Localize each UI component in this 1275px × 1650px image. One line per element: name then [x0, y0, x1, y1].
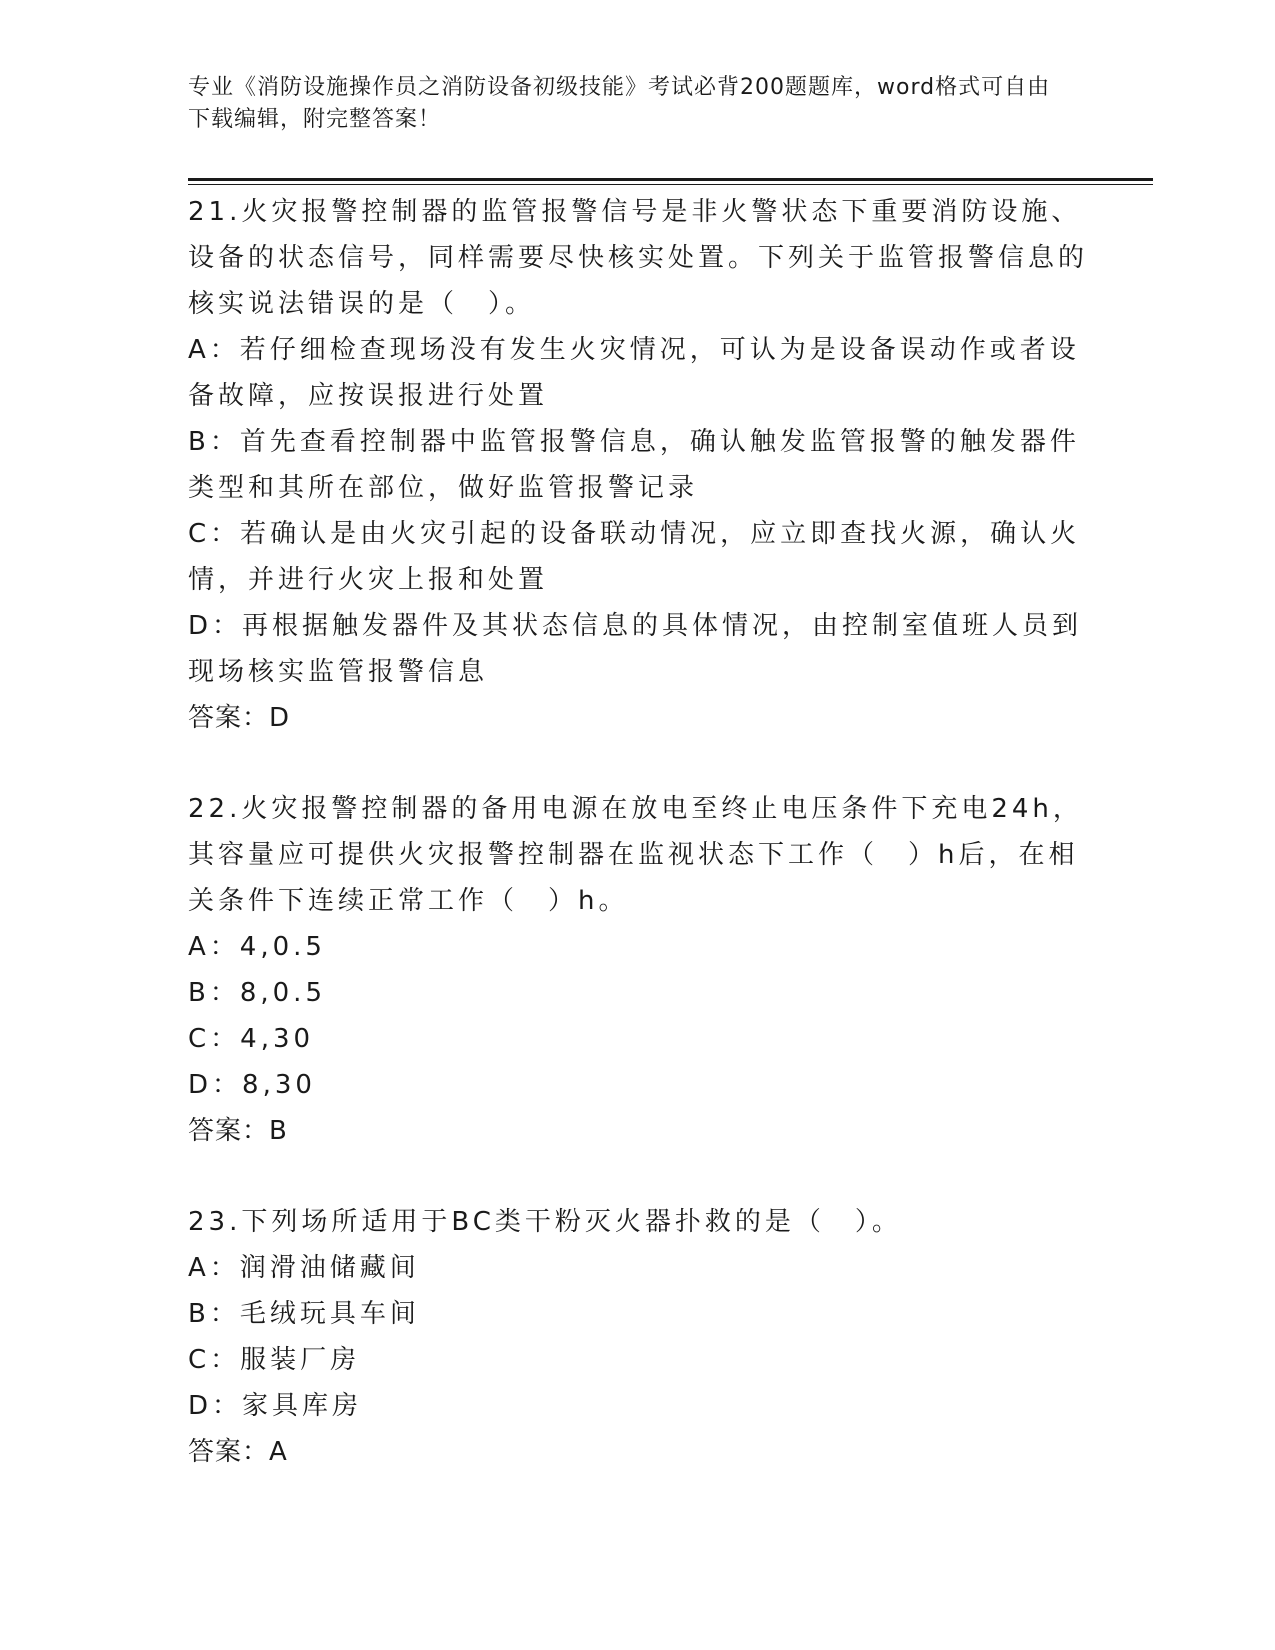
document-header: 专业《消防设施操作员之消防设备初级技能》考试必背200题题库，word格式可自由下载编辑，附完整答案！ — [188, 75, 1051, 132]
answer: 答案：A — [188, 1437, 288, 1467]
question-21 — [188, 189, 1088, 741]
option-d: D：再根据触发器件及其状态信息的具体情况，由控制室值班人员到现场核实监管报警信息 — [188, 611, 1083, 687]
option-d: D：8,30 — [188, 1070, 316, 1100]
option-a: A：4,0.5 — [188, 932, 326, 962]
option-c: C：4,30 — [188, 1024, 315, 1054]
header-divider-thin — [188, 184, 1153, 185]
option-d: D：家具库房 — [188, 1391, 363, 1421]
answer: 答案：D — [188, 703, 291, 733]
header-divider-thick — [188, 178, 1153, 181]
option-a: A：若仔细检查现场没有发生火灾情况，可认为是设备误动作或者设备故障，应按误报进行处置 — [188, 335, 1080, 411]
question-22 — [188, 786, 1088, 1154]
question-list — [188, 189, 1088, 1520]
question-stem: 23.下列场所适用于BC类干粉灭火器扑救的是（ ）。 — [188, 1207, 902, 1237]
question-stem: 22.火灾报警控制器的备用电源在放电至终止电压条件下充电24h，其容量应可提供火灾报警控制器在监视状态下工作（ ）h后，在相关条件下连续正常工作（ ）h。 — [188, 794, 1083, 916]
answer: 答案：B — [188, 1116, 288, 1146]
option-a: A：润滑油储藏间 — [188, 1253, 420, 1283]
option-c: C：服装厂房 — [188, 1345, 361, 1375]
option-b: B：首先查看控制器中监管报警信息，确认触发监管报警的触发器件类型和其所在部位，做好监管报警记录 — [188, 427, 1080, 503]
option-c: C：若确认是由火灾引起的设备联动情况，应立即查找火源，确认火情，并进行火灾上报和处置 — [188, 519, 1081, 595]
option-b: B：8,0.5 — [188, 978, 326, 1008]
question-23 — [188, 1199, 1088, 1475]
question-stem: 21.火灾报警控制器的监管报警信号是非火警状态下重要消防设施、设备的状态信号，同样需要尽快核实处置。下列关于监管报警信息的核实说法错误的是（ ）。 — [188, 197, 1089, 319]
option-b: B：毛绒玩具车间 — [188, 1299, 420, 1329]
